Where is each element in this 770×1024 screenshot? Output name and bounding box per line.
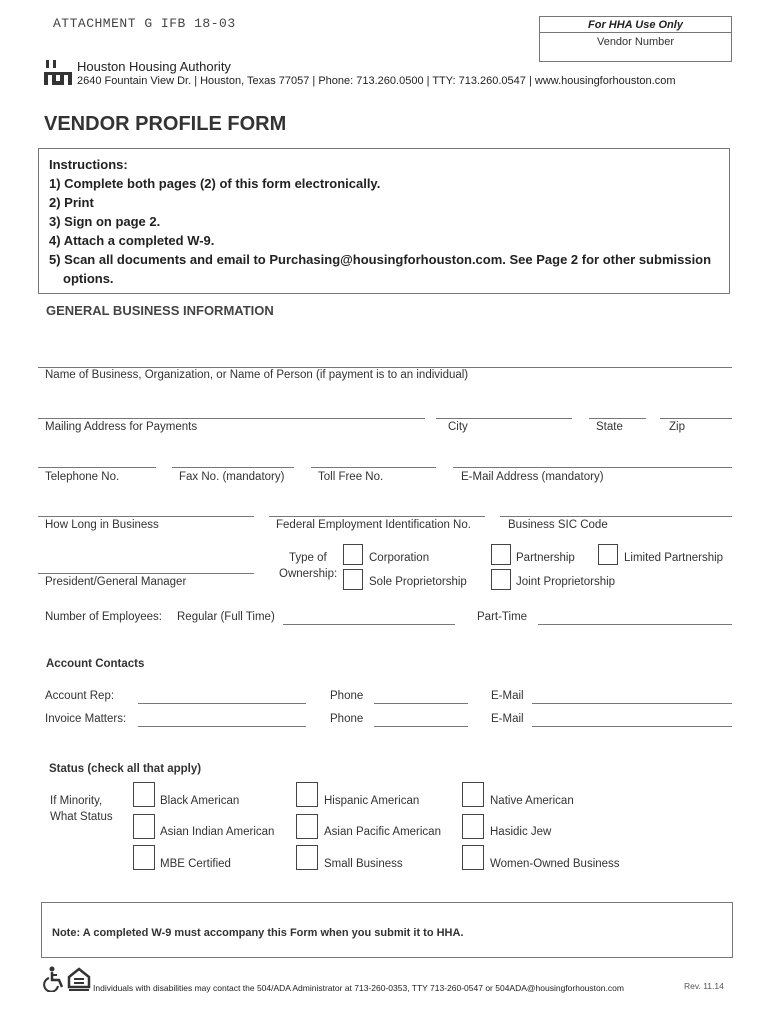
revision-label: Rev. 11.14	[684, 981, 724, 991]
section-heading-general: GENERAL BUSINESS INFORMATION	[46, 303, 274, 318]
instruction-item: options.	[63, 271, 114, 286]
invoice-phone-line[interactable]	[374, 726, 468, 727]
account-rep-label: Account Rep:	[45, 690, 115, 702]
instruction-item: 2) Print	[49, 195, 94, 210]
account-rep-line[interactable]	[138, 703, 306, 704]
sole-proprietorship-checkbox[interactable]	[343, 569, 363, 590]
note-box	[41, 902, 733, 958]
hispanic-american-checkbox[interactable]	[296, 782, 318, 807]
partnership-checkbox[interactable]	[491, 544, 511, 565]
ownership-type-label: Type of	[289, 552, 327, 564]
regular-employees-line[interactable]	[283, 624, 455, 625]
black-american-checkbox[interactable]	[133, 782, 155, 807]
native-american-checkbox[interactable]	[462, 782, 484, 807]
toll-free-line[interactable]	[311, 467, 436, 468]
section-heading-status: Status (check all that apply)	[49, 763, 202, 775]
fax-label: Fax No. (mandatory)	[179, 471, 285, 483]
email-label: E-Mail Address (mandatory)	[461, 471, 604, 483]
part-time-label: Part-Time	[477, 611, 528, 623]
hha-logo-icon	[44, 58, 74, 86]
mailing-address-label: Mailing Address for Payments	[45, 421, 198, 433]
employees-label: Number of Employees:	[45, 611, 162, 623]
sic-label: Business SIC Code	[508, 519, 608, 531]
joint-proprietorship-checkbox[interactable]	[491, 569, 511, 590]
asian-indian-american-label: Asian Indian American	[160, 826, 275, 838]
women-owned-business-label: Women-Owned Business	[490, 858, 620, 870]
hasidic-jew-checkbox[interactable]	[462, 814, 484, 839]
state-line[interactable]	[589, 418, 646, 419]
account-rep-email-line[interactable]	[532, 703, 732, 704]
if-minority-label: If Minority,	[50, 795, 103, 807]
fein-line[interactable]	[269, 516, 485, 517]
section-heading-contacts: Account Contacts	[46, 658, 145, 670]
what-status-label: What Status	[50, 811, 113, 823]
part-time-employees-line[interactable]	[538, 624, 732, 625]
org-name: Houston Housing Authority	[77, 59, 231, 74]
mbe-certified-label: MBE Certified	[160, 858, 231, 870]
account-rep-phone-label: Phone	[330, 690, 364, 702]
fein-label: Federal Employment Identification No.	[276, 519, 471, 531]
city-label: City	[448, 421, 468, 433]
business-name-line[interactable]	[38, 367, 732, 368]
fax-line[interactable]	[172, 467, 294, 468]
hispanic-american-label: Hispanic American	[324, 795, 420, 807]
toll-free-label: Toll Free No.	[318, 471, 384, 483]
telephone-line[interactable]	[38, 467, 156, 468]
vendor-number-label: Vendor Number	[596, 36, 675, 48]
corporation-checkbox[interactable]	[343, 544, 363, 565]
hasidic-jew-label: Hasidic Jew	[490, 826, 552, 838]
women-owned-business-checkbox[interactable]	[462, 845, 484, 870]
corporation-label: Corporation	[369, 552, 430, 564]
city-line[interactable]	[436, 418, 572, 419]
note-text: Note: A completed W-9 must accompany this Form when you submit it to HHA.	[52, 927, 464, 939]
how-long-line[interactable]	[38, 516, 254, 517]
asian-pacific-american-label: Asian Pacific American	[324, 826, 441, 838]
instruction-item: 4) Attach a completed W-9.	[49, 233, 215, 248]
invoice-phone-label: Phone	[330, 713, 364, 725]
business-name-label: Name of Business, Organization, or Name of Person (if payment is to an individual)	[45, 369, 469, 381]
account-rep-email-label: E-Mail	[491, 690, 524, 702]
black-american-label: Black American	[160, 795, 240, 807]
telephone-label: Telephone No.	[45, 471, 120, 483]
regular-label: Regular (Full Time)	[177, 611, 275, 623]
equal-housing-icon	[67, 966, 91, 992]
invoice-email-label: E-Mail	[491, 713, 524, 725]
mailing-address-line[interactable]	[38, 418, 425, 419]
zip-line[interactable]	[660, 418, 732, 419]
how-long-label: How Long in Business	[45, 519, 159, 531]
ada-footer-text: Individuals with disabilities may contact the 504/ADA Administrator at 713-260-0353, TTY 713-260-0547 or 504ADA@housingforhouston.com	[93, 983, 624, 993]
wheelchair-icon	[43, 966, 67, 992]
sic-line[interactable]	[500, 516, 732, 517]
invoice-email-line[interactable]	[532, 726, 732, 727]
account-rep-phone-line[interactable]	[374, 703, 468, 704]
instructions-box	[38, 148, 730, 294]
instructions-heading: Instructions:	[49, 157, 128, 172]
asian-indian-american-checkbox[interactable]	[133, 814, 155, 839]
page-title: VENDOR PROFILE FORM	[44, 113, 287, 135]
hha-use-only-label: For HHA Use Only	[540, 17, 731, 33]
instruction-item: 1) Complete both pages (2) of this form electronically.	[49, 176, 381, 191]
hha-use-only-box	[539, 16, 732, 62]
joint-proprietorship-label: Joint Proprietorship	[516, 576, 616, 588]
invoice-matters-label: Invoice Matters:	[45, 713, 127, 725]
limited-partnership-checkbox[interactable]	[598, 544, 618, 565]
email-line[interactable]	[453, 467, 732, 468]
sole-proprietorship-label: Sole Proprietorship	[369, 576, 467, 588]
president-label: President/General Manager	[45, 576, 187, 588]
instruction-item: 3) Sign on page 2.	[49, 214, 161, 229]
small-business-checkbox[interactable]	[296, 845, 318, 870]
limited-partnership-label: Limited Partnership	[624, 552, 724, 564]
president-line[interactable]	[38, 573, 254, 574]
org-address: 2640 Fountain View Dr. | Houston, Texas 77057 | Phone: 713.260.0500 | TTY: 713.260.0547 | www.housingforhouston.com	[77, 75, 676, 87]
partnership-label: Partnership	[516, 552, 575, 564]
attachment-label: ATTACHMENT G IFB 18-03	[53, 16, 236, 31]
asian-pacific-american-checkbox[interactable]	[296, 814, 318, 839]
ownership-type-label-2: Ownership:	[279, 568, 338, 580]
native-american-label: Native American	[490, 795, 574, 807]
instruction-item: 5) Scan all documents and email to Purchasing@housingforhouston.com. See Page 2 for other submission	[49, 252, 712, 267]
state-label: State	[596, 421, 623, 433]
mbe-certified-checkbox[interactable]	[133, 845, 155, 870]
zip-label: Zip	[669, 421, 685, 433]
small-business-label: Small Business	[324, 858, 403, 870]
invoice-matters-line[interactable]	[138, 726, 306, 727]
